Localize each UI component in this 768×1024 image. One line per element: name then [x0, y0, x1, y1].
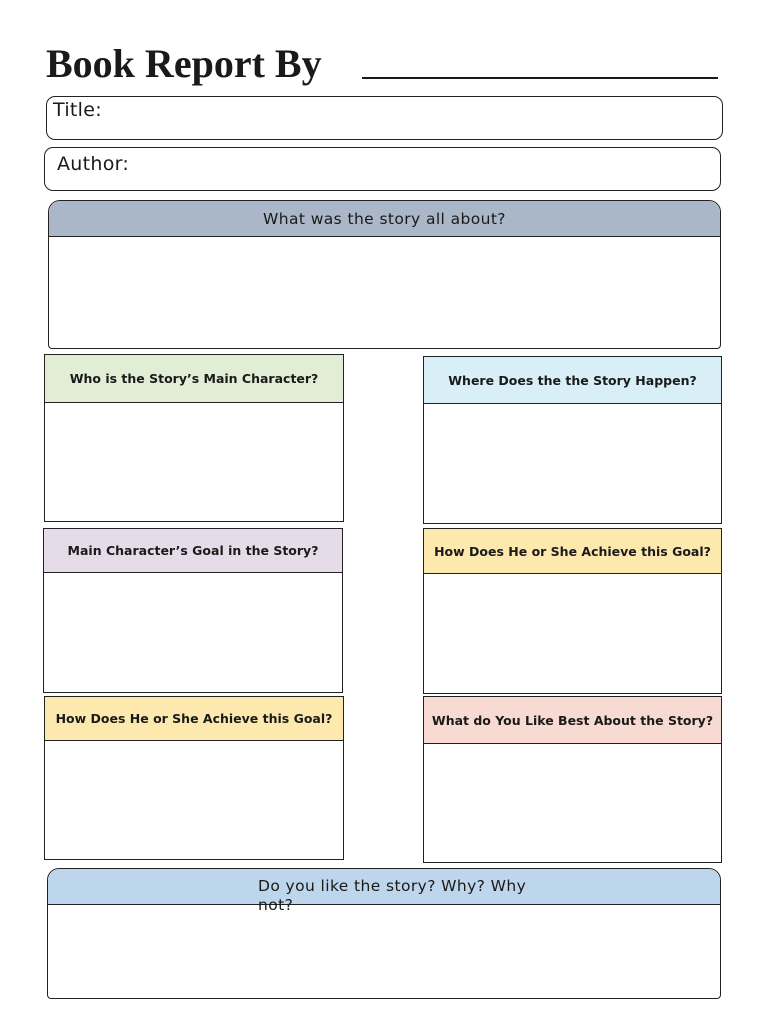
goal-box[interactable]: [43, 528, 343, 693]
story-about-heading: [49, 201, 720, 237]
setting-box[interactable]: [423, 356, 722, 524]
achieve-goal-right-heading-text: How Does He or She Achieve this Goal?: [434, 543, 711, 559]
story-about-heading-text: What was the story all about?: [263, 209, 506, 228]
setting-heading: [424, 357, 721, 404]
name-line[interactable]: [362, 77, 718, 79]
main-character-heading: [45, 355, 343, 403]
achieve-goal-left-heading: [45, 697, 343, 741]
like-best-heading: [424, 697, 721, 744]
achieve-goal-right-heading: [424, 529, 721, 574]
story-about-box[interactable]: [48, 200, 721, 349]
title-label: Title:: [53, 99, 102, 121]
opinion-heading-text: Do you like the story? Why? Why not?: [258, 877, 527, 914]
setting-heading-text: Where Does the the Story Happen?: [448, 372, 697, 388]
opinion-heading: [48, 869, 720, 914]
achieve-goal-left-box[interactable]: [44, 696, 344, 860]
opinion-box[interactable]: [47, 868, 721, 999]
author-field[interactable]: [44, 147, 721, 191]
like-best-heading-text: What do You Like Best About the Story?: [431, 712, 714, 728]
like-best-box[interactable]: [423, 696, 722, 863]
goal-heading-text: Main Character’s Goal in the Story?: [67, 543, 319, 558]
achieve-goal-left-heading-text: How Does He or She Achieve this Goal?: [55, 711, 333, 726]
author-label: Author:: [57, 153, 130, 175]
page-title: Book Report By: [46, 41, 322, 86]
title-field[interactable]: [46, 96, 723, 140]
achieve-goal-right-box[interactable]: [423, 528, 722, 694]
main-character-heading-text: Who is the Story’s Main Character?: [69, 371, 319, 386]
goal-heading: [44, 529, 342, 573]
main-character-box[interactable]: [44, 354, 344, 522]
